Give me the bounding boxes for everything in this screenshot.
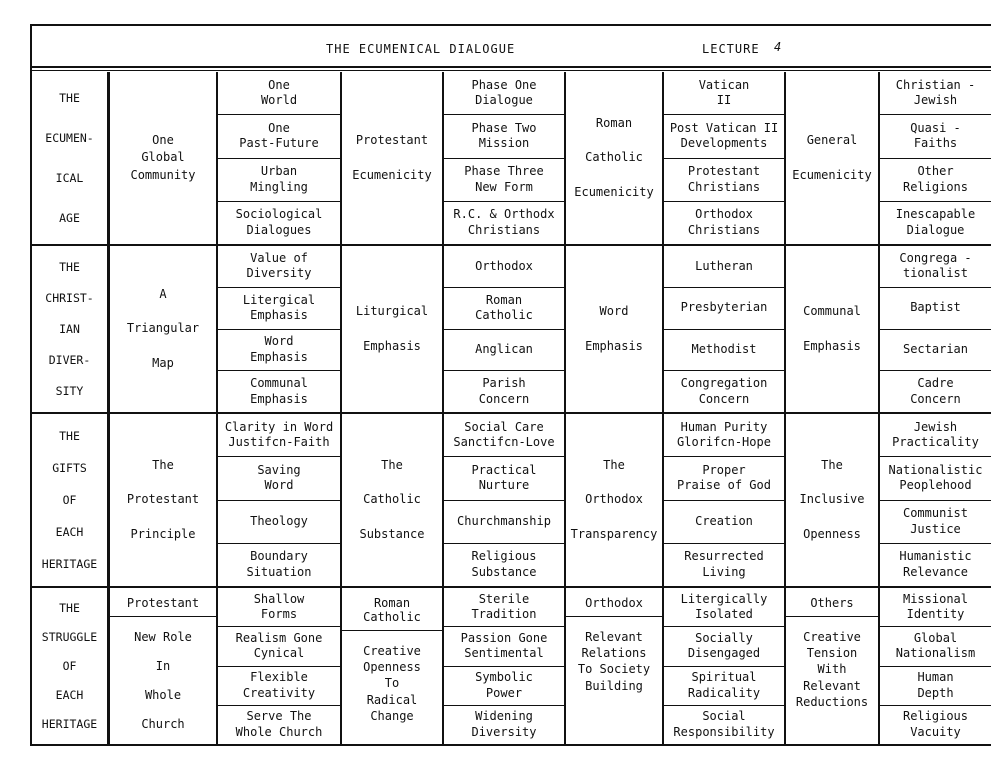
detail-cell: Sociological Dialogues <box>235 207 323 237</box>
detail-cell: Religious Vacuity <box>902 709 969 739</box>
theme-text: The Protestant Principle <box>126 457 200 542</box>
detail-cell: One World <box>218 72 340 115</box>
row-label <box>32 414 107 586</box>
detail-column <box>664 246 786 414</box>
detail-cell: Post Vatican II Developments <box>664 115 784 158</box>
row-label-word: EACH <box>55 525 84 539</box>
detail-column <box>218 246 342 414</box>
detail-cell: Orthodox <box>444 246 564 288</box>
heritage-cell <box>342 72 444 246</box>
row-label-word: IAN <box>59 321 80 336</box>
detail-cell: Protestant Christians <box>664 159 784 202</box>
row-label-word: HERITAGE <box>41 557 98 571</box>
detail-cell: Resurrected Living <box>684 549 764 579</box>
detail-cell: Widening Diversity <box>471 709 537 739</box>
detail-column <box>444 72 566 246</box>
detail-cell: Jewish Practicality <box>880 414 991 457</box>
detail-column <box>218 414 342 588</box>
row-label-word: AGE <box>59 211 80 225</box>
heritage-cell <box>566 414 664 588</box>
row-label-word: THE <box>59 91 80 105</box>
row-label <box>32 246 107 412</box>
heritage-cell <box>786 246 880 414</box>
heritage-text: The Inclusive Openness <box>799 457 865 542</box>
theme-cell <box>110 588 218 746</box>
detail-cell: Serve The Whole Church <box>235 709 323 739</box>
lecture-label: LECTURE <box>702 42 760 56</box>
detail-cell: Parish Concern <box>478 376 530 406</box>
detail-cell: Congrega - tionalist <box>880 246 991 288</box>
detail-cell: Orthodox Christians <box>687 207 761 237</box>
row-label-cell <box>32 246 110 414</box>
row-label-word: HERITAGE <box>41 716 98 731</box>
detail-column <box>880 246 991 414</box>
detail-column <box>444 414 566 588</box>
row-label-word: OF <box>62 658 77 673</box>
theme-cell <box>110 72 218 246</box>
row-label-word: OF <box>62 493 77 507</box>
detail-cell: Inescapable Dialogue <box>895 207 976 237</box>
detail-cell: Passion Gone Sentimental <box>444 627 564 666</box>
chart-title: THE ECUMENICAL DIALOGUE <box>326 42 516 56</box>
detail-cell: Lutheran <box>664 246 784 288</box>
detail-cell: Urban Mingling <box>218 159 340 202</box>
detail-cell: Vatican II <box>664 72 784 115</box>
theme-text: One Global Community <box>130 132 196 182</box>
detail-cell: Communist Justice <box>880 501 991 544</box>
row-label-cell <box>32 72 110 246</box>
detail-cell: Spiritual Radicality <box>664 667 784 706</box>
heritage-heading: Orthodox <box>566 588 662 617</box>
heritage-heading: Roman Catholic <box>342 588 442 631</box>
heritage-cell <box>342 246 444 414</box>
row-label-word: THE <box>59 601 80 616</box>
heritage-cell <box>786 588 880 746</box>
theme-text: A Triangular Map <box>126 286 200 371</box>
detail-cell: Creation <box>664 501 784 544</box>
row-label-word: SITY <box>55 383 84 398</box>
detail-cell: Human Purity Glorifcn-Hope <box>664 414 784 457</box>
row-label <box>32 72 107 244</box>
row-label-word: THE <box>59 260 80 275</box>
heritage-body: Creative Tension With Relevant Reductions <box>795 630 869 709</box>
heritage-text: General Ecumenicity <box>792 132 872 182</box>
heritage-text: Word Emphasis <box>585 303 643 353</box>
detail-cell: Sterile Tradition <box>444 588 564 627</box>
theme-word: New Role <box>134 630 192 645</box>
detail-cell: Congregation Concern <box>680 376 768 406</box>
lecture-number: 4 <box>774 40 783 54</box>
detail-cell: Presbyterian <box>664 288 784 330</box>
detail-cell: Realism Gone Cynical <box>218 627 340 666</box>
detail-cell: Theology <box>218 501 340 544</box>
detail-cell: Other Religions <box>880 159 991 202</box>
detail-cell: Religious Substance <box>471 549 537 579</box>
row-label-word: ICAL <box>55 171 84 185</box>
heritage-text: The Orthodox Transparency <box>570 457 658 542</box>
detail-cell: R.C. & Orthodx Christians <box>453 207 555 237</box>
detail-cell: Phase Two Mission <box>444 115 564 158</box>
detail-cell: Socially Disengaged <box>664 627 784 666</box>
detail-cell: Churchmanship <box>444 501 564 544</box>
heritage-cell <box>786 72 880 246</box>
detail-cell: One Past-Future <box>218 115 340 158</box>
heritage-cell <box>566 246 664 414</box>
detail-cell: Baptist <box>880 288 991 330</box>
row-label-word: STRUGGLE <box>41 630 98 645</box>
row-label <box>32 588 107 744</box>
detail-cell: Phase One Dialogue <box>444 72 564 115</box>
heritage-cell <box>566 72 664 246</box>
detail-column <box>444 588 566 746</box>
detail-column <box>880 414 991 588</box>
heritage-cell <box>566 588 664 746</box>
detail-column <box>664 414 786 588</box>
grid-row <box>32 72 991 246</box>
detail-cell: Boundary Situation <box>246 549 312 579</box>
detail-cell: Missional Identity <box>880 588 991 627</box>
detail-cell: Global Nationalism <box>880 627 991 666</box>
detail-column <box>664 72 786 246</box>
detail-cell: Social Responsibility <box>673 709 775 739</box>
detail-cell: Saving Word <box>218 457 340 500</box>
detail-cell: Roman Catholic <box>444 288 564 330</box>
detail-cell: Litergically Isolated <box>664 588 784 627</box>
detail-cell: Proper Praise of God <box>664 457 784 500</box>
heritage-text: Communal Emphasis <box>803 303 861 353</box>
detail-cell: Word Emphasis <box>218 330 340 372</box>
detail-cell: Symbolic Power <box>444 667 564 706</box>
detail-cell: Phase Three New Form <box>444 159 564 202</box>
detail-cell: Humanistic Relevance <box>899 549 972 579</box>
row-label-word: DIVER- <box>48 352 91 367</box>
row-label-word: THE <box>59 429 80 443</box>
row-label-word: GIFTS <box>52 461 87 475</box>
detail-cell: Methodist <box>664 330 784 372</box>
detail-cell: Anglican <box>444 330 564 372</box>
detail-cell: Communal Emphasis <box>250 376 308 406</box>
row-label-word: ECUMEN- <box>45 131 94 145</box>
detail-cell: Value of Diversity <box>218 246 340 288</box>
detail-cell: Litergical Emphasis <box>218 288 340 330</box>
detail-column <box>664 588 786 746</box>
detail-column <box>444 246 566 414</box>
row-label-word: CHRIST- <box>45 291 94 306</box>
chart-header <box>30 36 991 68</box>
heritage-text: Protestant Ecumenicity <box>352 132 432 182</box>
detail-cell: Practical Nurture <box>444 457 564 500</box>
row-label-cell <box>32 588 110 746</box>
heritage-cell <box>786 414 880 588</box>
detail-column <box>880 588 991 746</box>
detail-cell: Shallow Forms <box>218 588 340 627</box>
detail-column <box>880 72 991 246</box>
detail-cell: Social Care Sanctifcn-Love <box>444 414 564 457</box>
detail-cell: Clarity in Word Justifcn-Faith <box>218 414 340 457</box>
theme-cell <box>110 414 218 588</box>
heritage-body: Relevant Relations To Society Building <box>577 630 651 693</box>
row-label-word: EACH <box>55 687 84 702</box>
theme-body <box>110 617 216 744</box>
heritage-body: Creative Openness To Radical Change <box>363 644 421 723</box>
row-label-cell <box>32 414 110 588</box>
theme-word: Whole <box>144 687 182 702</box>
theme-cell <box>110 246 218 414</box>
grid-row <box>32 246 991 414</box>
heritage-cell <box>342 588 444 746</box>
heritage-text: Roman Catholic Ecumenicity <box>574 115 654 200</box>
detail-cell: Quasi - Faiths <box>880 115 991 158</box>
detail-cell: Human Depth <box>880 667 991 706</box>
theme-word: In <box>155 659 171 674</box>
detail-cell: Flexible Creativity <box>218 667 340 706</box>
detail-cell: Cadre Concern <box>910 376 961 406</box>
detail-cell: Nationalistic Peoplehood <box>880 457 991 500</box>
detail-column <box>218 588 342 746</box>
detail-cell: Sectarian <box>880 330 991 372</box>
grid-row <box>32 414 991 588</box>
heritage-text: Liturgical Emphasis <box>355 303 429 353</box>
theme-heading: Protestant <box>110 588 216 617</box>
heritage-heading: Others <box>786 588 878 617</box>
theme-word: Church <box>141 716 185 731</box>
heritage-cell <box>342 414 444 588</box>
detail-column <box>218 72 342 246</box>
heritage-text: The Catholic Substance <box>359 457 425 542</box>
grid-row <box>32 588 991 746</box>
detail-cell: Christian - Jewish <box>880 72 991 115</box>
